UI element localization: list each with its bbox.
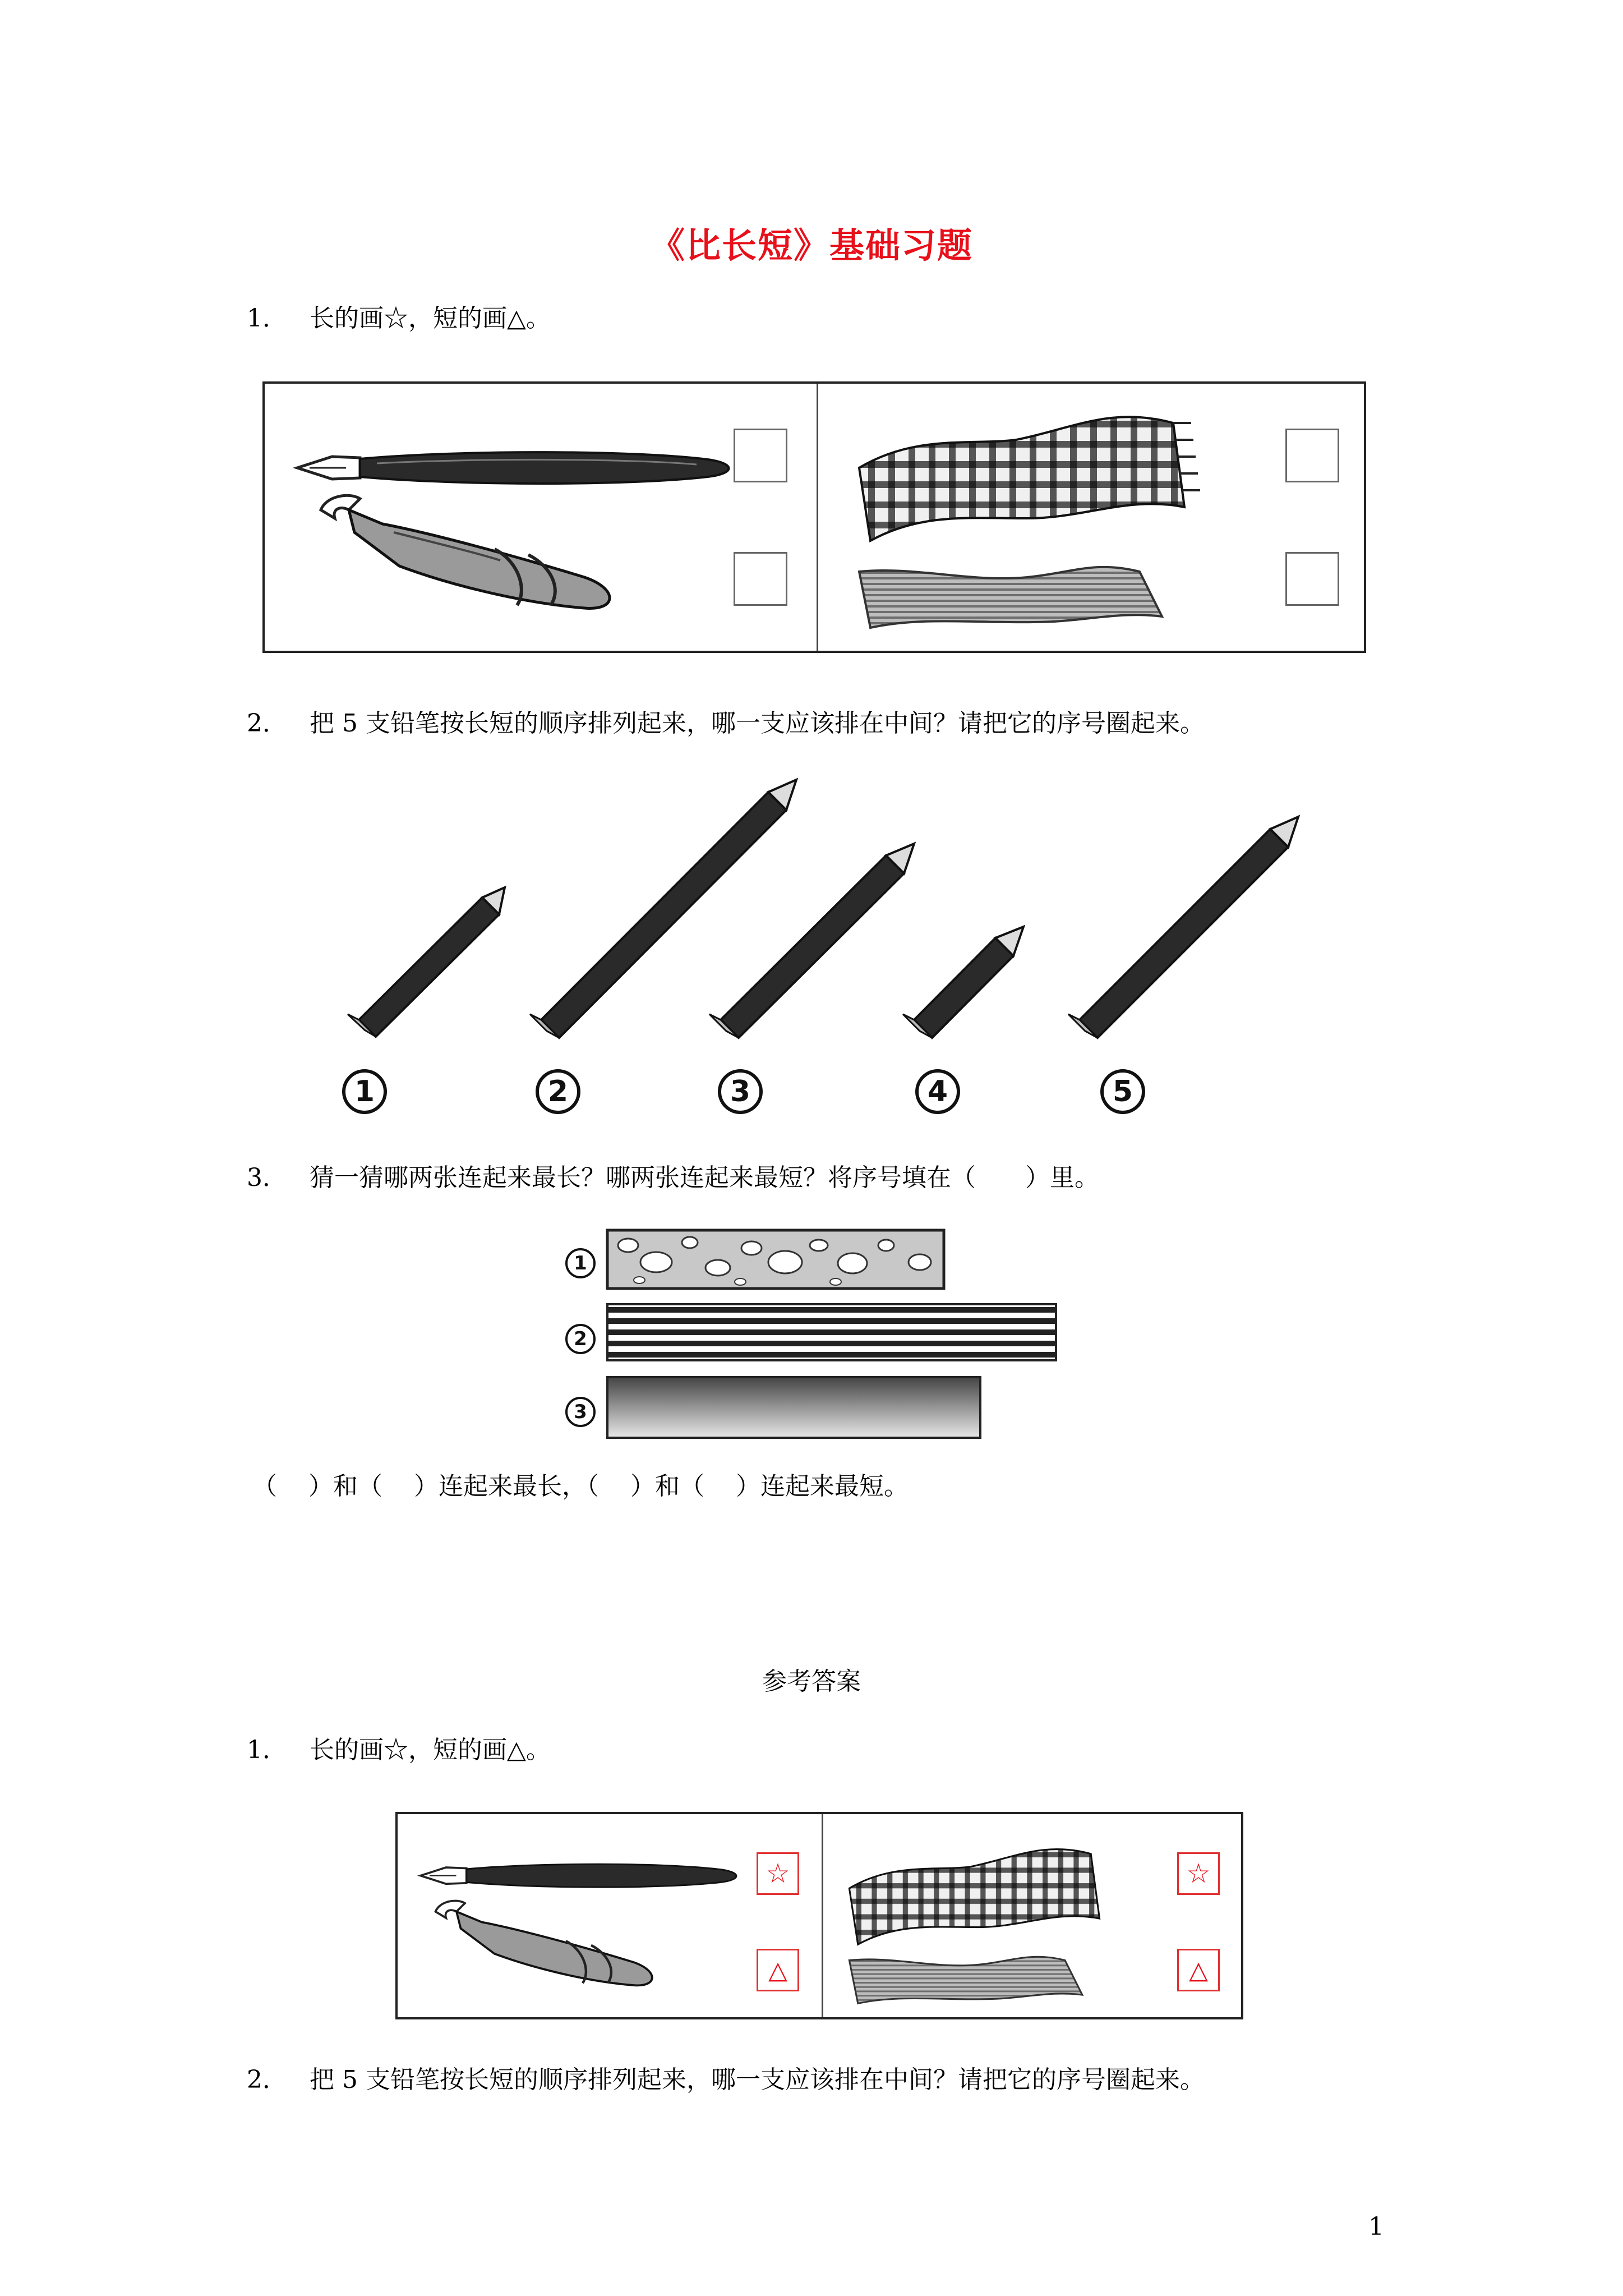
- page-number: 1: [1368, 2212, 1384, 2241]
- answer-box-pen-cap: △: [757, 1949, 799, 1991]
- dotted-strip: [607, 1230, 944, 1289]
- pencil-4: [903, 927, 1023, 1038]
- pencil-label-2[interactable]: 2: [536, 1069, 580, 1114]
- question-text: 长的画☆，短的画△。: [310, 1736, 551, 1764]
- question-3: [247, 1161, 1099, 1195]
- frame-divider: [822, 1814, 823, 2017]
- pencils-illustration: [0, 0, 1623, 1122]
- strip-label-3: 3: [565, 1397, 596, 1427]
- fountain-pen-image: [417, 1853, 754, 1894]
- answer-heading: 参考答案: [762, 1667, 861, 1696]
- checked-scarf-image: [841, 1837, 1121, 1949]
- pencil-label-1[interactable]: 1: [342, 1069, 387, 1114]
- question-text: 长的画☆，短的画△。: [310, 304, 551, 333]
- question-text: 把 5 支铅笔按长短的顺序排列起来，哪一支应该排在中间？请把它的序号圈起来。: [310, 709, 1205, 738]
- pencil-3: [709, 844, 914, 1038]
- striped-scarf-image: [841, 1952, 1121, 2012]
- answer-2: [247, 2063, 1205, 2097]
- question-text: 把 5 支铅笔按长短的顺序排列起来，哪一支应该排在中间？请把它的序号圈起来。: [310, 2065, 1205, 2094]
- question-number: 2．: [247, 2065, 287, 2094]
- pen-cap-image: [431, 1898, 667, 1988]
- pencil-1: [348, 887, 505, 1037]
- strip-label-1: 1: [565, 1248, 596, 1278]
- pencil-label-3[interactable]: 3: [718, 1069, 763, 1114]
- question-number: 3．: [247, 1163, 287, 1192]
- strip-label-2: 2: [565, 1324, 596, 1354]
- question-number: 1．: [247, 1736, 287, 1764]
- paper-strips-illustration: [606, 1228, 1082, 1453]
- answer-box-fountain-pen: ☆: [757, 1852, 799, 1895]
- answer-box-checked-scarf: ☆: [1177, 1852, 1220, 1895]
- fill-in-sentence: （ ）和（ ）连起来最长，（ ）和（ ）连起来最短。: [252, 1472, 909, 1501]
- answer-box-striped-scarf: △: [1177, 1949, 1220, 1991]
- a1-picture-frame: [395, 1812, 1243, 2019]
- question-text: 猜一猜哪两张连起来最长？哪两张连起来最短？将序号填在（ ）里。: [310, 1163, 1099, 1192]
- pencil-5: [1068, 817, 1298, 1038]
- question-number: 2．: [247, 709, 287, 738]
- gradient-strip: [607, 1377, 980, 1438]
- lined-strip: [607, 1304, 1056, 1360]
- pencil-label-5[interactable]: 5: [1100, 1069, 1145, 1114]
- pencil-label-4[interactable]: 4: [915, 1069, 960, 1114]
- question-number: 1．: [247, 304, 287, 333]
- page-title: 《比长短》基础习题: [649, 225, 973, 266]
- answer-1: [247, 1733, 551, 1767]
